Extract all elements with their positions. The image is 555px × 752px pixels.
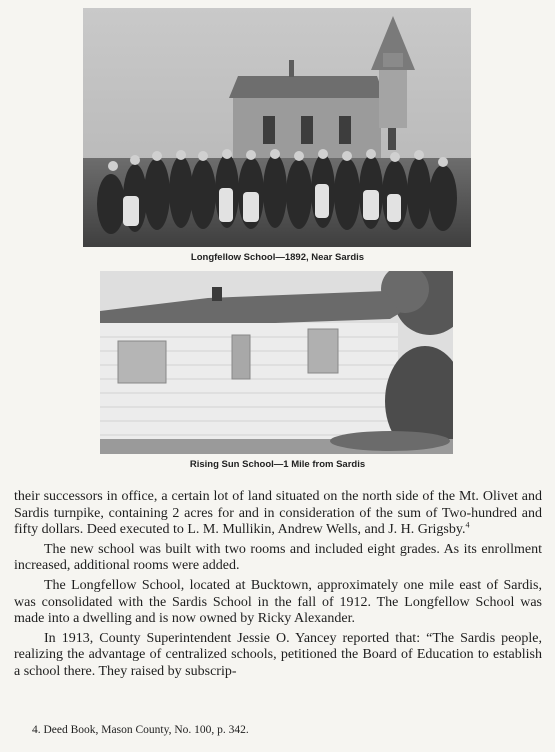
paragraph: The new school was built with two rooms and included eight grades. As its enrollment increased, additional rooms were added. — [14, 541, 542, 574]
paragraph-text: their successors in office, a certain lot of land situated on the north side of the Mt. Olivet and Sardis turnpike, containing 2 acres for and in consideration of the sum of Two-hundred and fifty dollars. Deed executed to L. M. Mullikin, Andrew Wells, and J. H. Grigsby. — [14, 489, 542, 538]
footnote: 4. Deed Book, Mason County, No. 100, p. 342. — [32, 724, 249, 736]
longfellow-school-photo — [83, 8, 471, 247]
footnote-ref: 4 — [465, 520, 470, 530]
photo-caption: Longfellow School—1892, Near Sardis — [190, 252, 365, 263]
rising-sun-school-photo — [100, 271, 453, 454]
photo-caption: Rising Sun School—1 Mile from Sardis — [189, 459, 366, 470]
paragraph: In 1913, County Superintendent Jessie O. Yancey reported that: “The Sardis people, realizing the advantage of centralized schools, petitioned the Board of Education to establish a school there. They raised by subscrip- — [14, 630, 542, 679]
paragraph: The Longfellow School, located at Bucktown, approximately one mile east of Sardis, was consolidated with the Sardis School in the fall of 1912. The Longfellow School was made into a dwelling and is now owned by Ricky Alexander. — [14, 577, 542, 627]
paragraph — [14, 489, 542, 539]
body-text — [14, 489, 542, 684]
